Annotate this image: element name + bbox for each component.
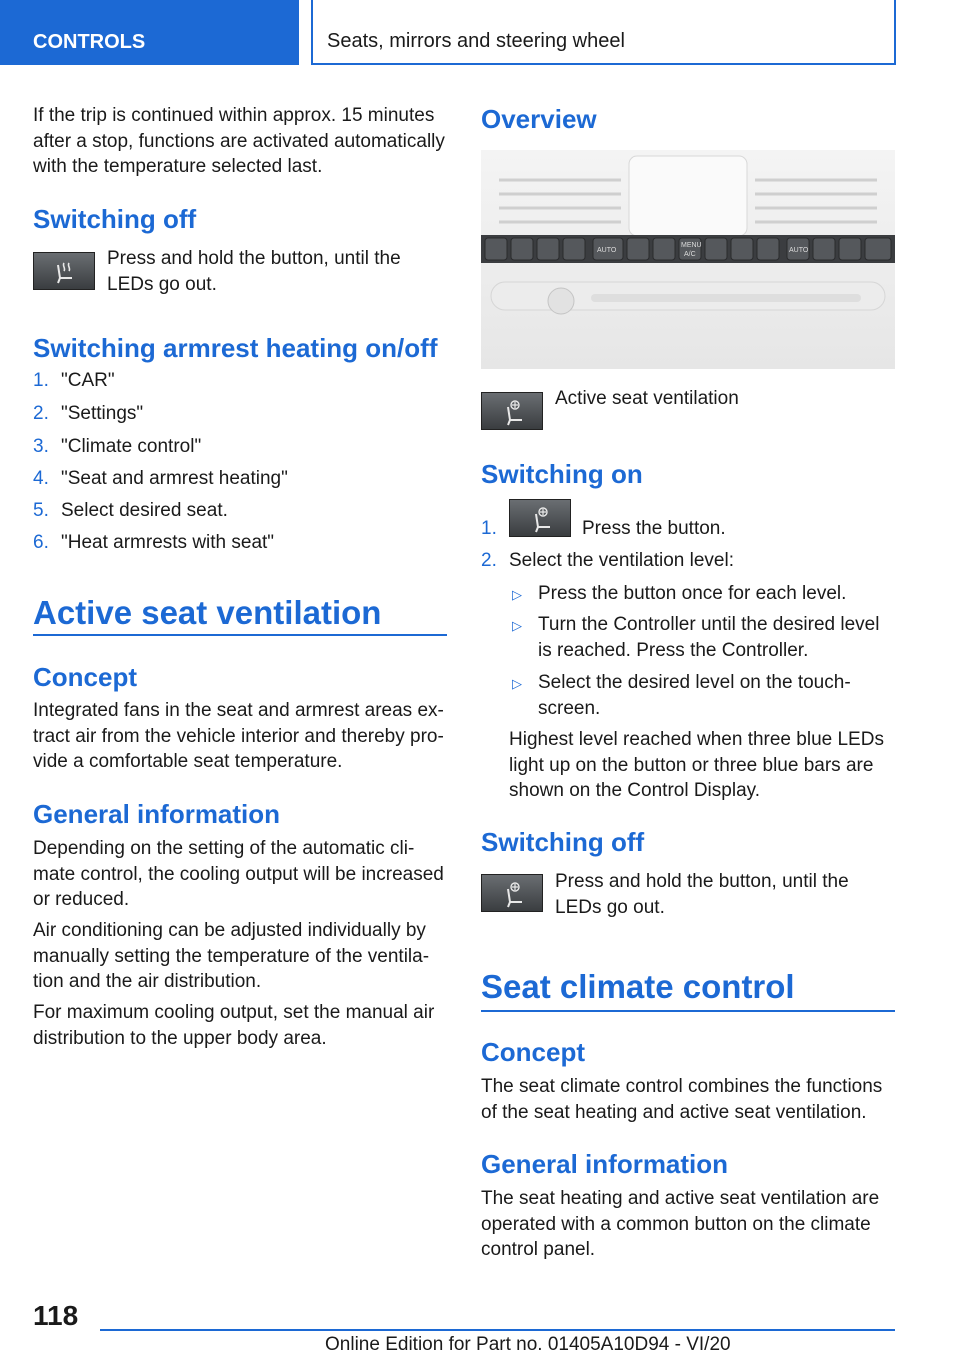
heading-general-information: General information [481,1149,729,1179]
seat-heating-button-icon [33,252,95,290]
climate-concept-text: The seat climate control combines the functions of the seat heating and active seat ventilation. [481,1076,883,1123]
concept-text: Integrated fans in the seat and armrest areas extract air from the vehicle interior and thereby provide a comfortable seat temperature. [33,700,444,772]
svg-text:A/C: A/C [684,251,696,258]
heading-concept: Concept [33,662,137,692]
chapter-title: Seats, mirrors and steering wheel [311,0,896,65]
heading-overview: Overview [481,104,597,134]
title-rule [481,1010,895,1012]
section-tab: CONTROLS [0,0,299,65]
heading-switching-off-heating: Switching off [33,204,197,234]
svg-text:AUTO: AUTO [789,247,809,254]
switching-off-heating-text: Press and hold the button, until the LEDs go out. [107,248,401,295]
heading-general-information: General information [33,799,281,829]
heading-switching-on: Switching on [481,459,643,489]
ventilation-caption: Active seat ventilation [555,388,739,409]
page-number: 118 [33,1300,79,1331]
climate-general-text: The seat heating and active seat ventilation are operated with a common button on the climate control panel. [481,1188,880,1260]
heading-concept: Concept [481,1037,585,1067]
bullet-text: Press the button once for each level. [538,583,847,604]
intro-paragraph: If the trip is continued within approx. 15 minutes after a stop, functions are activated automatically with the temperature selected last. [33,105,445,177]
switching-off-ventilation-text: Press and hold the button, until the LEDs go out. [555,871,849,918]
general-text-2: Air conditioning can be adjusted individually by manually setting the temperature of the ventilation and the air distribution. [33,920,430,992]
general-text-3: For maximum cooling output, set the manual air distribution to the upper body area. [33,1002,435,1049]
ventilation-level-note: Highest level reached when three blue LEDs light up on the button or three blue bars are shown on the Control Display. [509,729,884,801]
bullet-triangle-icon: ▷ [512,587,522,602]
svg-text:AUTO: AUTO [597,247,617,254]
bullet-text: Turn the Controller until the desired level is reached. Press the Controller. [538,614,880,661]
seat-ventilation-button-icon [481,392,543,430]
seat-ventilation-button-icon [509,499,571,537]
edition-info: Online Edition for Part no. 01405A10D94 - VI/20 [325,1334,731,1355]
climate-panel-illustration [481,150,895,369]
bullet-triangle-icon: ▷ [512,618,522,633]
climate-panel-photo [481,150,895,369]
general-text-1: Depending on the setting of the automatic climate control, the cooling output will be increased or reduced. [33,838,444,910]
seat-ventilation-button-icon [481,874,543,912]
title-rule [33,634,447,636]
title-seat-climate-control: Seat climate control [481,968,795,1005]
title-active-seat-ventilation: Active seat ventilation [33,594,382,631]
svg-text:MENU: MENU [681,242,702,249]
bullet-triangle-icon: ▷ [512,676,522,691]
footer-rule [100,1329,895,1331]
heading-switching-off-ventilation: Switching off [481,827,645,857]
heading-armrest-heating: Switching armrest heating on/off [33,333,438,363]
bullet-text: Select the desired level on the touchscreen. [538,672,851,719]
